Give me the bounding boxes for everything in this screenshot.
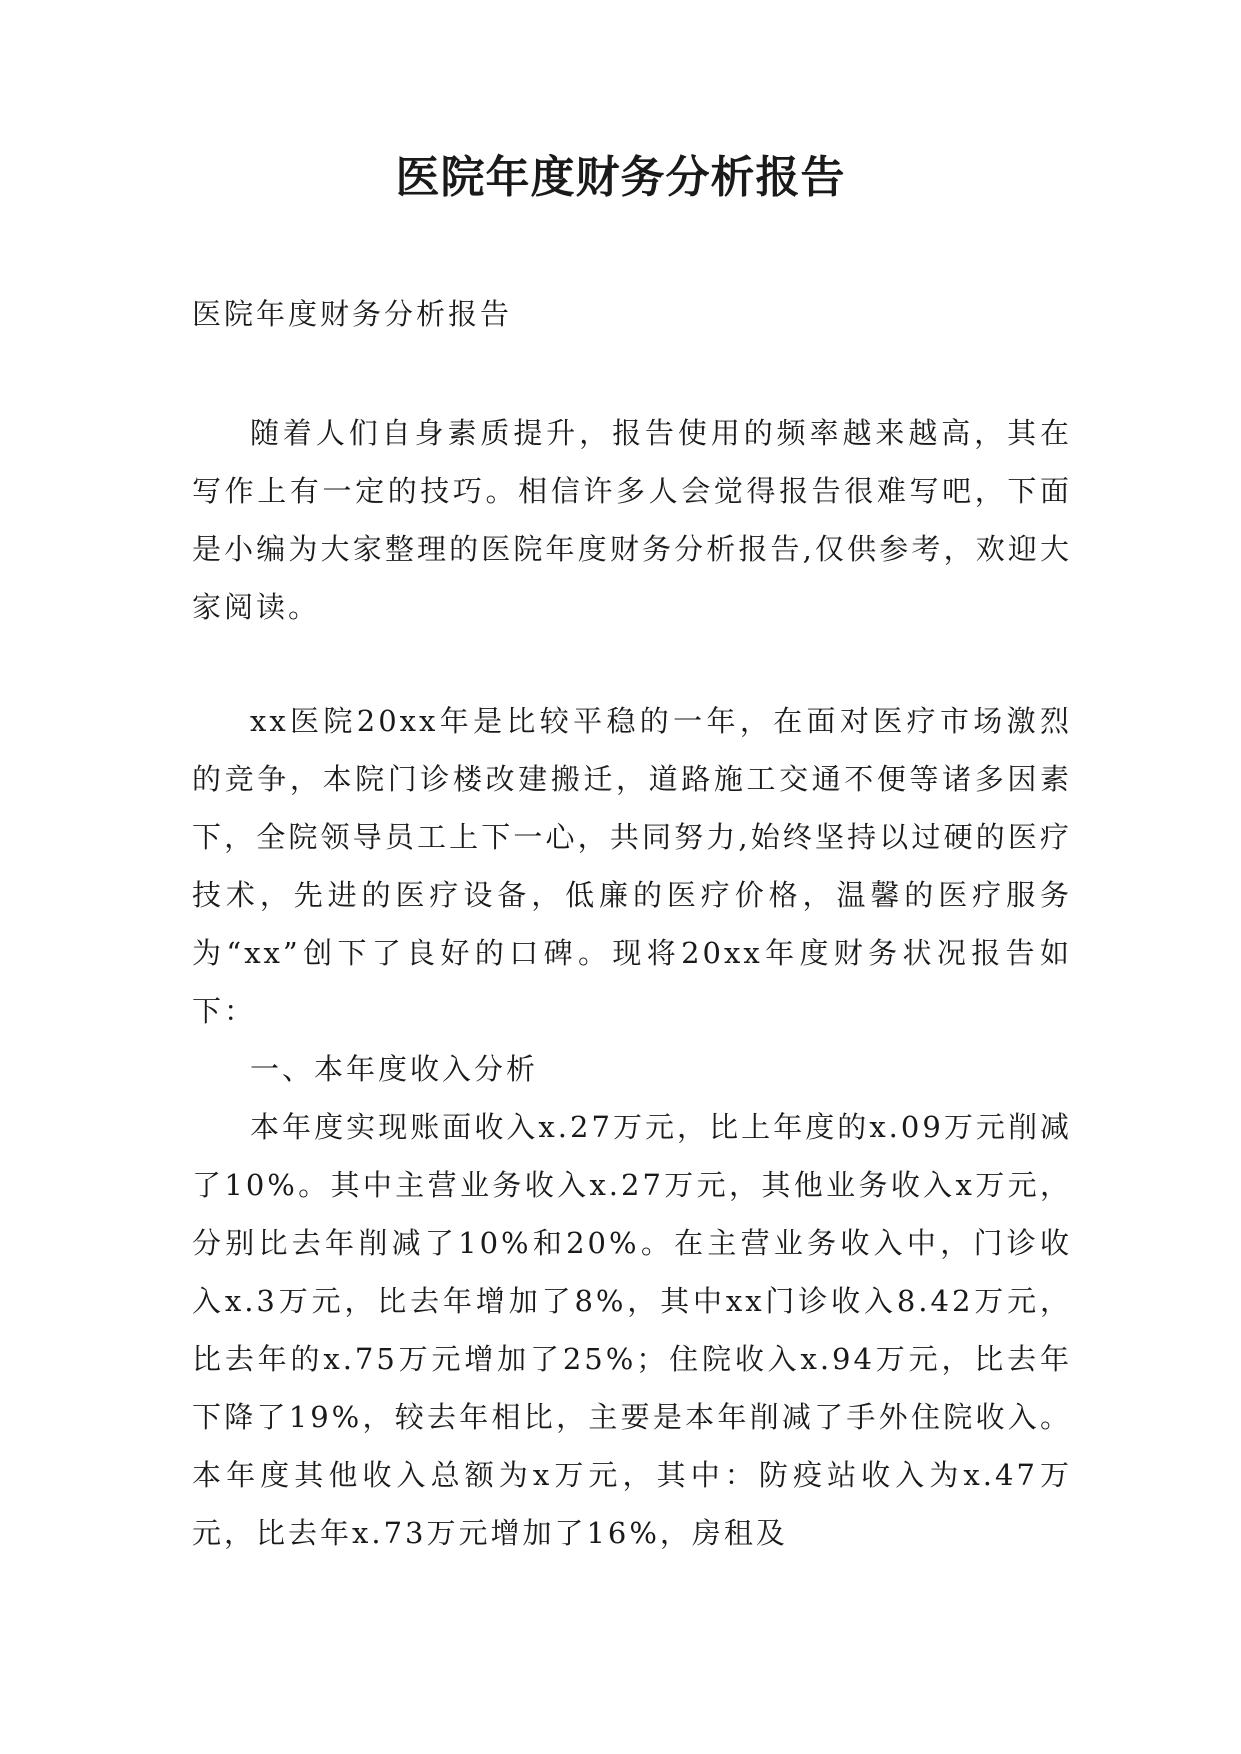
intro-section: [192, 404, 1072, 636]
document-title: 医院年度财务分析报告: [395, 152, 846, 203]
intro-paragraph: 随着人们自身素质提升，报告使用的频率越来越高，其在写作上有一定的技巧。相信许多人会觉得报告很难写吧，下面是小编为大家整理的医院年度财务分析报告,仅供参考，欢迎大家阅读。: [192, 416, 1072, 624]
report-body: [192, 692, 1072, 1562]
overview-paragraph: xx医院20xx年是比较平稳的一年，在面对医疗市场激烈的竞争，本院门诊楼改建搬迁，道路施工交通不便等诸多因素下，全院领导员工上下一心，共同努力,始终坚持以过硬的医疗技术，先进的医疗设备，低廉的医疗价格，温馨的医疗服务为“xx”创下了良好的口碑。现将20xx年度财务状况报告如下：: [192, 704, 1072, 1028]
section-heading-income: 一、本年度收入分析: [250, 1052, 539, 1086]
document-subtitle: 医院年度财务分析报告: [192, 297, 513, 331]
income-analysis-paragraph: 本年度实现账面收入x.27万元，比上年度的x.09万元削减了10%。其中主营业务收入x.27万元，其他业务收入x万元，分别比去年削减了10%和20%。在主营业务收入中，门诊收入x.3万元，比去年增加了8%，其中xx门诊收入8.42万元，比去年的x.75万元增加了25%；住院收入x.94万元，比去年下降了19%，较去年相比，主要是本年削减了手外住院收入。本年度其他收入总额为x万元，其中：防疫站收入为x.47万元，比去年x.73万元增加了16%，房租及: [192, 1110, 1072, 1550]
